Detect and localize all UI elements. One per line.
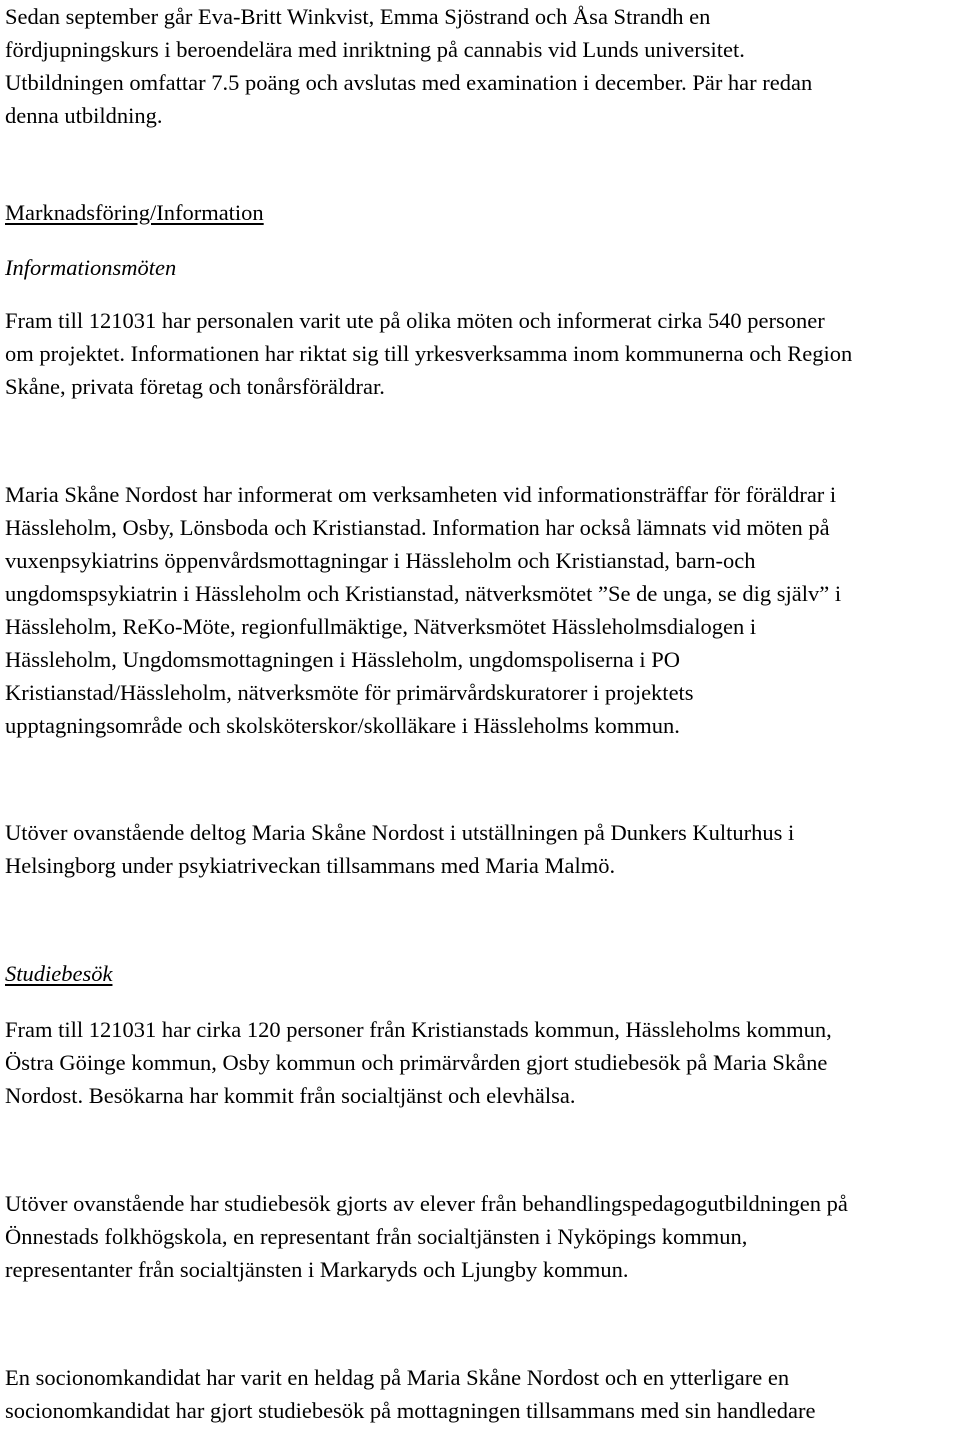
text-line: Fram till 121031 har cirka 120 personer från Kristianstads kommun, Hässleholms kommun, <box>5 1017 832 1042</box>
text-line: fördjupningskurs i beroendelära med inriktning på cannabis vid Lunds universitet. <box>5 37 745 62</box>
section-heading-marknadsforing <box>5 196 955 229</box>
subheading: Studiebesök <box>5 961 113 986</box>
spacer <box>5 403 955 478</box>
paragraph-dunkers <box>5 816 955 882</box>
paragraph-socionom <box>5 1361 955 1427</box>
subheading-studiebesok <box>5 957 955 990</box>
text-line: Maria Skåne Nordost har informerat om verksamheten vid informationsträffar för föräldrar i <box>5 482 837 507</box>
text-line: Utöver ovanstående deltog Maria Skåne Nordost i utställningen på Dunkers Kulturhus i <box>5 820 795 845</box>
spacer <box>5 990 955 1013</box>
paragraph-maria-skane <box>5 478 955 742</box>
text-line: Nordost. Besökarna har kommit från socialtjänst och elevhälsa. <box>5 1083 576 1108</box>
spacer <box>5 229 955 251</box>
section-heading: Marknadsföring/Information <box>5 200 264 225</box>
paragraph-studiebesok <box>5 1013 955 1112</box>
text-line: vuxenpsykiatrins öppenvårdsmottagningar i Hässleholm och Kristianstad, barn-och <box>5 548 756 573</box>
text-line: upptagningsområde och skolsköterskor/skolläkare i Hässleholms kommun. <box>5 713 680 738</box>
text-line: Hässleholm, ReKo-Möte, regionfullmäktige, Nätverksmötet Hässleholmsdialogen i <box>5 614 757 639</box>
subheading-informationsmoten <box>5 251 955 284</box>
spacer <box>5 132 955 196</box>
document-page <box>5 0 955 1427</box>
spacer <box>5 742 955 816</box>
subheading: Informationsmöten <box>5 255 177 280</box>
text-line: Hässleholm, Osby, Lönsboda och Kristianstad. Information har också lämnats vid möten på <box>5 515 830 540</box>
intro-paragraph <box>5 0 955 132</box>
paragraph-informationsmoten <box>5 304 955 403</box>
text-line: denna utbildning. <box>5 103 163 128</box>
text-line: Helsingborg under psykiatriveckan tillsammans med Maria Malmö. <box>5 853 616 878</box>
text-line: Kristianstad/Hässleholm, nätverksmöte för primärvårdskuratorer i projektets <box>5 680 694 705</box>
text-line: Sedan september går Eva-Britt Winkvist, Emma Sjöstrand och Åsa Strandh en <box>5 4 711 29</box>
text-line: om projektet. Informationen har riktat sig till yrkesverksamma inom kommunerna och Region <box>5 341 853 366</box>
text-line: representanter från socialtjänsten i Markaryds och Ljungby kommun. <box>5 1257 629 1282</box>
spacer <box>5 1112 955 1187</box>
spacer <box>5 882 955 957</box>
text-line: Östra Göinge kommun, Osby kommun och primärvården gjort studiebesök på Maria Skåne <box>5 1050 828 1075</box>
text-line: socionomkandidat har gjort studiebesök på mottagningen tillsammans med sin handledare <box>5 1398 816 1423</box>
text-line: Skåne, privata företag och tonårsföräldrar. <box>5 374 385 399</box>
text-line: Fram till 121031 har personalen varit ute på olika möten och informerat cirka 540 personer <box>5 308 825 333</box>
paragraph-elever <box>5 1187 955 1286</box>
spacer <box>5 1286 955 1361</box>
text-line: ungdomspsykiatrin i Hässleholm och Kristianstad, nätverksmötet ”Se de unga, se dig själv” i <box>5 581 842 606</box>
text-line: Utbildningen omfattar 7.5 poäng och avslutas med examination i december. Pär har redan <box>5 70 813 95</box>
text-line: Hässleholm, Ungdomsmottagningen i Hässleholm, ungdomspoliserna i PO <box>5 647 680 672</box>
text-line: En socionomkandidat har varit en heldag på Maria Skåne Nordost och en ytterligare en <box>5 1365 790 1390</box>
text-line: Önnestads folkhögskola, en representant från socialtjänsten i Nyköpings kommun, <box>5 1224 748 1249</box>
spacer <box>5 284 955 304</box>
text-line: Utöver ovanstående har studiebesök gjorts av elever från behandlingspedagogutbildningen på <box>5 1191 848 1216</box>
